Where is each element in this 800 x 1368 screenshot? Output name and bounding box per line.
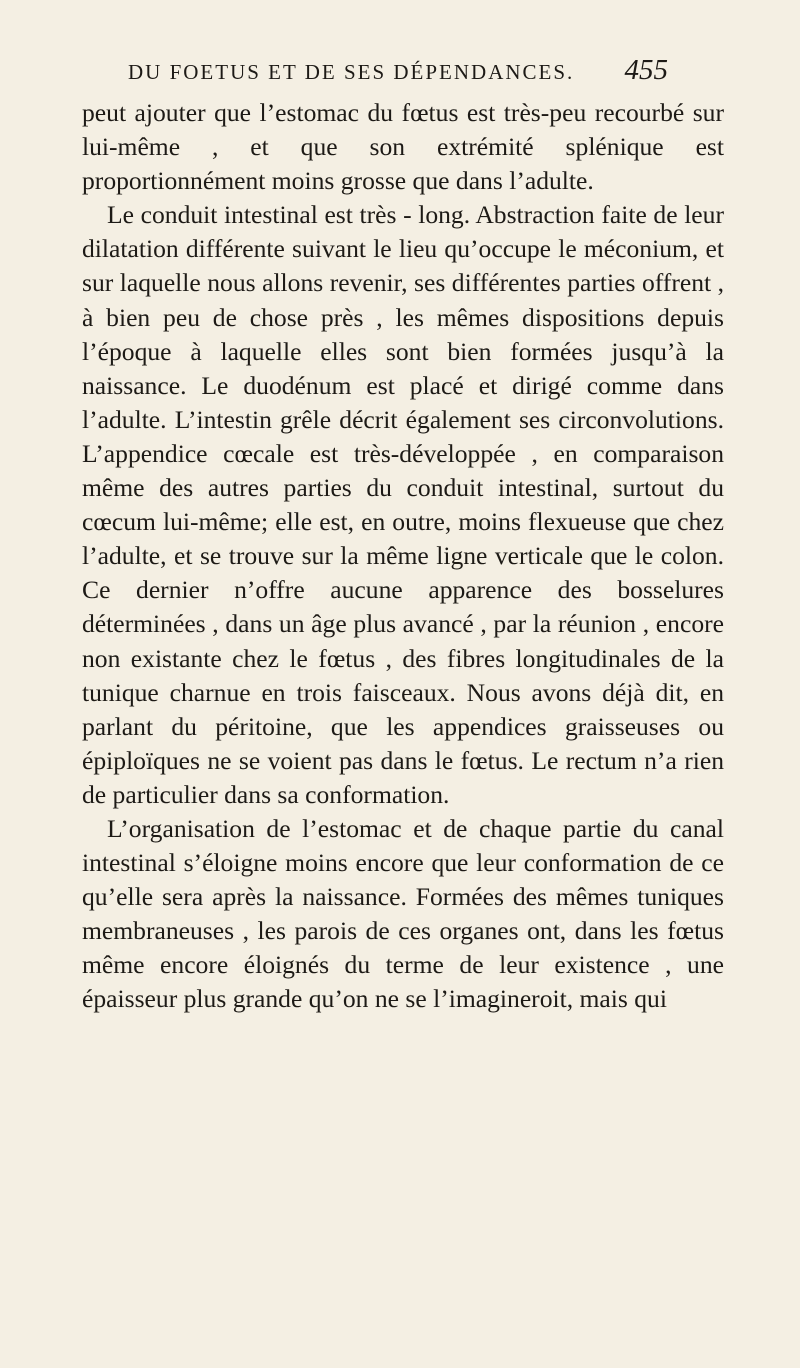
paragraph-organisation: L’organisation de l’estomac et de chaque partie du canal intestinal s’éloigne moins encore que leur conformation de ce qu’elle sera après la naissance. Formées des mêmes tuniques membraneuses , les parois de ces organes ont, dans les fœtus même encore éloignés du terme de leur existence , une épaisseur plus grande qu’on ne se l’imagineroit, mais qui: [82, 813, 724, 1014]
paragraph-intestinal-canal: Le conduit intestinal est très - long. Abstraction faite de leur dilatation différente suivant le lieu qu’occupe le méconium, et sur laquelle nous allons revenir, ses différentes parties offrent , à bien peu de chose près , les mêmes dispositions depuis l’époque à laquelle elles sont bien formées jusqu’à la naissance. Le duodénum est placé et dirigé comme dans l’adulte. L’intestin grêle décrit également ses circonvolutions. L’appendice cœcale est très-développée , en comparaison même des autres parties du conduit intestinal, surtout du cœcum lui-même; elle est, en outre, moins flexueuse que chez l’adulte, et se trouve sur la même ligne verticale que le colon. Ce dernier n’offre aucune apparence des bosselures déterminées , dans un âge plus avancé , par la réunion , encore non existante chez le fœtus , des fibres longitudinales de la tunique charnue en trois faisceaux. Nous avons déjà dit, en parlant du péritoine, que les appendices graisseuses ou épiploïques ne se voient pas dans le fœtus. Le rectum n’a rien de particulier dans sa conformation.: [82, 200, 724, 809]
paragraph-stomach: peut ajouter que l’estomac du fœtus est très-peu recourbé sur lui-même , et que son extrémité splénique est proportionnément moins grosse que dans l’adulte.: [82, 98, 724, 196]
running-head: [128, 54, 668, 90]
page-number: 455: [624, 54, 668, 86]
running-title: DU FOETUS ET DE SES DÉPENDANCES.: [128, 60, 575, 84]
body-text: [82, 96, 724, 1017]
